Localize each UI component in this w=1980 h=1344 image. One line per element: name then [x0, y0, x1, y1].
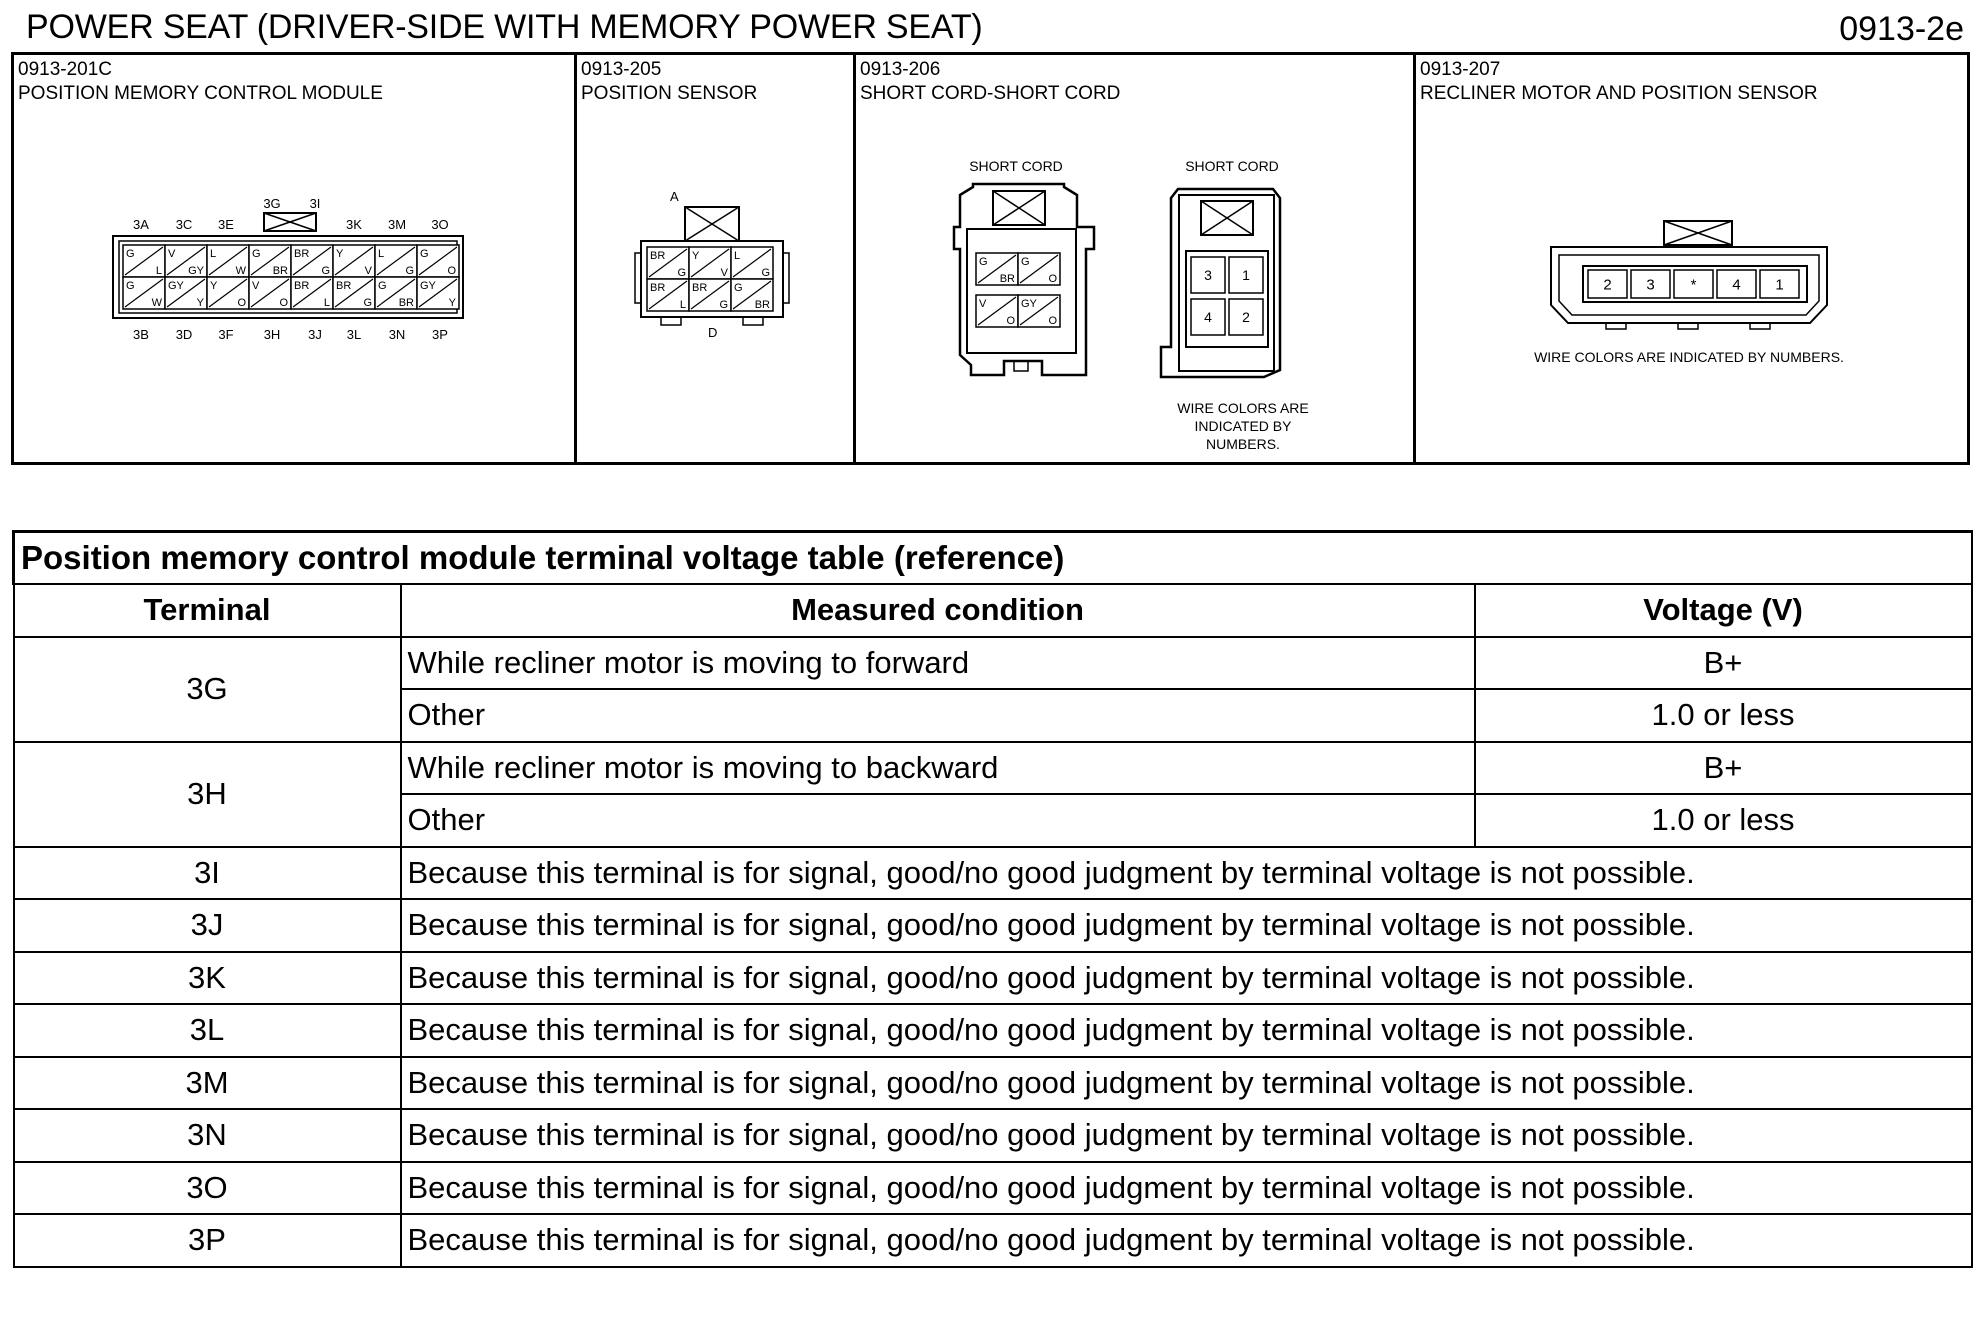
- wire-color-label: L: [378, 248, 385, 260]
- wire-color-label: V: [979, 298, 987, 310]
- table-row: [14, 899, 1972, 952]
- panel-name: POSITION SENSOR: [581, 83, 758, 104]
- condition-cell: Because this terminal is for signal, good/no good judgment by terminal voltage is not possible.: [401, 1214, 1972, 1267]
- terminal-number: 4: [1732, 276, 1741, 294]
- terminal-cavity: [647, 247, 689, 279]
- column-header-voltage: Voltage (V): [1475, 584, 1972, 637]
- terminal-cavity: [207, 245, 249, 277]
- wire-color-label: O: [447, 265, 456, 277]
- wire-color-label: L: [679, 299, 686, 311]
- terminal-label: 3H: [263, 327, 281, 342]
- wire-color-label: Y: [336, 248, 344, 260]
- wire-color-label: BR: [294, 280, 310, 292]
- wire-color-label: G: [734, 282, 743, 294]
- terminal-cell: 3K: [14, 952, 401, 1005]
- voltage-cell: 1.0 or less: [1475, 794, 1972, 847]
- terminal-cavity: [1018, 295, 1060, 327]
- terminal-cavity: [123, 245, 165, 277]
- terminal-cavity: [207, 277, 249, 309]
- table-row: [14, 1057, 1972, 1110]
- terminal-cavity: [689, 247, 731, 279]
- terminal-cavity: [1229, 299, 1263, 335]
- terminal-cavity: [731, 247, 773, 279]
- panel-position-memory-control-module: [14, 55, 574, 462]
- panel-position-sensor: [574, 55, 853, 462]
- terminal-cavity: [976, 295, 1018, 327]
- terminal-cavity: [1588, 270, 1627, 298]
- terminal-label: 3L: [346, 327, 362, 342]
- wire-color-label: BR: [650, 282, 666, 294]
- column-header-condition: Measured condition: [401, 584, 1475, 637]
- table-row: [14, 1109, 1972, 1162]
- terminal-number: 3: [1646, 276, 1655, 294]
- terminal-cavity: [123, 277, 165, 309]
- terminal-cavity: [291, 277, 333, 309]
- column-header-terminal: Terminal: [14, 584, 401, 637]
- short-cord-right-label: SHORT CORD: [1185, 158, 1279, 174]
- wire-color-label: BR: [398, 297, 414, 309]
- condition-cell: Because this terminal is for signal, good/no good judgment by terminal voltage is not possible.: [401, 1057, 1972, 1110]
- terminal-label: A: [670, 189, 679, 204]
- wire-color-label: G: [126, 280, 135, 292]
- terminal-cavity: [417, 245, 459, 277]
- wire-color-label: O: [1048, 273, 1057, 285]
- wire-color-note: WIRE COLORS ARE INDICATED BY NUMBERS.: [1534, 349, 1844, 365]
- table-row: [14, 637, 1972, 690]
- terminal-number: 1: [1242, 267, 1250, 284]
- terminal-cavity: [1674, 270, 1713, 298]
- terminal-label: 3M: [387, 217, 407, 232]
- terminal-label: D: [708, 325, 718, 340]
- terminal-label: 3P: [432, 327, 448, 342]
- condition-cell: While recliner motor is moving to backward: [401, 742, 1475, 795]
- table-title: Position memory control module terminal voltage table (reference): [14, 532, 1972, 585]
- wire-color-label: V: [252, 280, 260, 292]
- terminal-cell: 3P: [14, 1214, 401, 1267]
- wire-color-label: W: [235, 265, 246, 277]
- terminal-label: 3F: [218, 327, 234, 342]
- position-sensor-connector-diagram: [577, 55, 853, 462]
- terminal-label: 3O: [431, 217, 449, 232]
- wire-color-note: INDICATED BY: [1194, 418, 1292, 434]
- wire-color-label: V: [168, 248, 176, 260]
- wire-color-label: G: [363, 297, 372, 309]
- wire-color-label: BR: [272, 265, 288, 277]
- terminal-cavity: [249, 277, 291, 309]
- terminal-cavity: [165, 245, 207, 277]
- wire-color-label: O: [1048, 315, 1057, 327]
- terminal-cell: 3M: [14, 1057, 401, 1110]
- terminal-label: 3B: [133, 327, 149, 342]
- wire-color-label: G: [252, 248, 261, 260]
- terminal-number: 3: [1204, 267, 1212, 284]
- wire-color-label: Y: [692, 250, 700, 262]
- terminal-cavity: [1717, 270, 1756, 298]
- wire-color-label: O: [279, 297, 288, 309]
- short-cord-connector-diagram: [856, 55, 1413, 462]
- terminal-cell: 3H: [14, 742, 401, 847]
- terminal-cavity: [1760, 270, 1799, 298]
- terminal-cavity: [375, 245, 417, 277]
- panel-name: SHORT CORD-SHORT CORD: [860, 83, 1121, 104]
- terminal-cavity: [1631, 270, 1670, 298]
- wire-color-label: G: [378, 280, 387, 292]
- terminal-label: 3K: [346, 217, 362, 232]
- condition-cell: Because this terminal is for signal, good/no good judgment by terminal voltage is not possible.: [401, 1004, 1972, 1057]
- condition-cell: Because this terminal is for signal, good/no good judgment by terminal voltage is not possible.: [401, 1109, 1972, 1162]
- wire-color-label: G: [126, 248, 135, 260]
- terminal-number: 2: [1242, 309, 1250, 326]
- wire-color-label: BR: [754, 299, 770, 311]
- condition-cell: Because this terminal is for signal, good/no good judgment by terminal voltage is not possible.: [401, 899, 1972, 952]
- voltage-cell: 1.0 or less: [1475, 689, 1972, 742]
- wire-color-label: V: [364, 265, 372, 277]
- terminal-cell: 3L: [14, 1004, 401, 1057]
- panel-code: 0913-207: [1420, 59, 1501, 80]
- condition-cell: Because this terminal is for signal, good/no good judgment by terminal voltage is not possible.: [401, 952, 1972, 1005]
- terminal-label: 3E: [218, 217, 234, 232]
- condition-cell: Because this terminal is for signal, good/no good judgment by terminal voltage is not possible.: [401, 847, 1972, 900]
- table-row: [14, 952, 1972, 1005]
- wire-color-label: GY: [168, 280, 184, 292]
- wire-color-label: Y: [448, 297, 456, 309]
- page-code: 0913-2e: [1839, 10, 1964, 48]
- wire-color-note: NUMBERS.: [1206, 436, 1280, 452]
- wire-color-label: Y: [210, 280, 218, 292]
- terminal-cavity: [333, 245, 375, 277]
- terminal-cavity: [1229, 257, 1263, 293]
- condition-cell: Because this terminal is for signal, good/no good judgment by terminal voltage is not possible.: [401, 1162, 1972, 1215]
- terminal-label: 3I: [309, 196, 321, 211]
- control-module-connector-diagram: [14, 55, 571, 462]
- table-row: [14, 1004, 1972, 1057]
- terminal-number: 1: [1775, 276, 1784, 294]
- wire-color-label: G: [979, 256, 988, 268]
- wire-color-label: G: [405, 265, 414, 277]
- terminal-cavity: [249, 245, 291, 277]
- wire-color-label: G: [420, 248, 429, 260]
- wire-color-label: V: [720, 267, 728, 279]
- wire-color-label: GY: [188, 265, 204, 277]
- terminal-cell: 3J: [14, 899, 401, 952]
- wire-color-label: Y: [196, 297, 204, 309]
- wire-color-note: WIRE COLORS ARE: [1177, 400, 1309, 416]
- wire-color-label: G: [677, 267, 686, 279]
- terminal-cell: 3G: [14, 637, 401, 742]
- panel-code: 0913-205: [581, 59, 662, 80]
- wire-color-label: L: [323, 297, 330, 309]
- terminal-number: 2: [1603, 276, 1612, 294]
- terminal-label: 3J: [308, 327, 322, 342]
- terminal-cavity: [375, 277, 417, 309]
- wire-color-label: BR: [650, 250, 666, 262]
- wire-color-label: L: [734, 250, 741, 262]
- wire-color-label: G: [719, 299, 728, 311]
- table-row: [14, 742, 1972, 795]
- short-cord-left-label: SHORT CORD: [969, 158, 1063, 174]
- terminal-label: 3A: [133, 217, 149, 232]
- terminal-cavity: [1018, 253, 1060, 285]
- terminal-label: 3C: [175, 217, 193, 232]
- terminal-cavity: [731, 279, 773, 311]
- wire-color-label: O: [237, 297, 246, 309]
- terminal-cell: 3O: [14, 1162, 401, 1215]
- condition-cell: Other: [401, 794, 1475, 847]
- wire-color-label: G: [761, 267, 770, 279]
- terminal-cavity: [647, 279, 689, 311]
- wire-color-label: BR: [336, 280, 352, 292]
- voltage-cell: B+: [1475, 742, 1972, 795]
- recliner-connector-diagram: [1416, 55, 1967, 462]
- table-row: [14, 847, 1972, 900]
- table-row: [14, 1162, 1972, 1215]
- wire-color-label: BR: [294, 248, 310, 260]
- terminal-cavity: [165, 277, 207, 309]
- condition-cell: While recliner motor is moving to forward: [401, 637, 1475, 690]
- terminal-number: *: [1690, 276, 1697, 294]
- terminal-number: 4: [1204, 309, 1212, 326]
- condition-cell: Other: [401, 689, 1475, 742]
- terminal-label: 3G: [263, 196, 281, 211]
- panel-code: 0913-206: [860, 59, 941, 80]
- terminal-cell: 3N: [14, 1109, 401, 1162]
- page-title: POWER SEAT (DRIVER-SIDE WITH MEMORY POWER SEAT): [26, 8, 983, 46]
- terminal-voltage-table: [12, 530, 1973, 1268]
- terminal-cavity: [1191, 299, 1225, 335]
- wire-color-label: O: [1006, 315, 1015, 327]
- wire-color-label: G: [1021, 256, 1030, 268]
- voltage-cell: B+: [1475, 637, 1972, 690]
- terminal-cell: 3I: [14, 847, 401, 900]
- connector-diagrams: [11, 52, 1970, 465]
- terminal-cavity: [689, 279, 731, 311]
- panel-name: POSITION MEMORY CONTROL MODULE: [18, 83, 383, 104]
- table-row: [14, 1214, 1972, 1267]
- terminal-cavity: [976, 253, 1018, 285]
- panel-recliner-motor: [1413, 55, 1967, 462]
- terminal-label: 3N: [388, 327, 406, 342]
- terminal-cavity: [417, 277, 459, 309]
- wire-color-label: BR: [999, 273, 1015, 285]
- wire-color-label: GY: [420, 280, 436, 292]
- terminal-label: 3D: [175, 327, 193, 342]
- wire-color-label: GY: [1021, 298, 1037, 310]
- wire-color-label: L: [210, 248, 217, 260]
- panel-code: 0913-201C: [18, 59, 113, 80]
- terminal-cavity: [291, 245, 333, 277]
- terminal-cavity: [1191, 257, 1225, 293]
- wire-color-label: W: [151, 297, 162, 309]
- terminal-cavity: [333, 277, 375, 309]
- wire-color-label: BR: [692, 282, 708, 294]
- wire-color-label: G: [321, 265, 330, 277]
- wire-color-label: L: [155, 265, 162, 277]
- panel-name: RECLINER MOTOR AND POSITION SENSOR: [1420, 83, 1818, 104]
- panel-short-cord: [853, 55, 1413, 462]
